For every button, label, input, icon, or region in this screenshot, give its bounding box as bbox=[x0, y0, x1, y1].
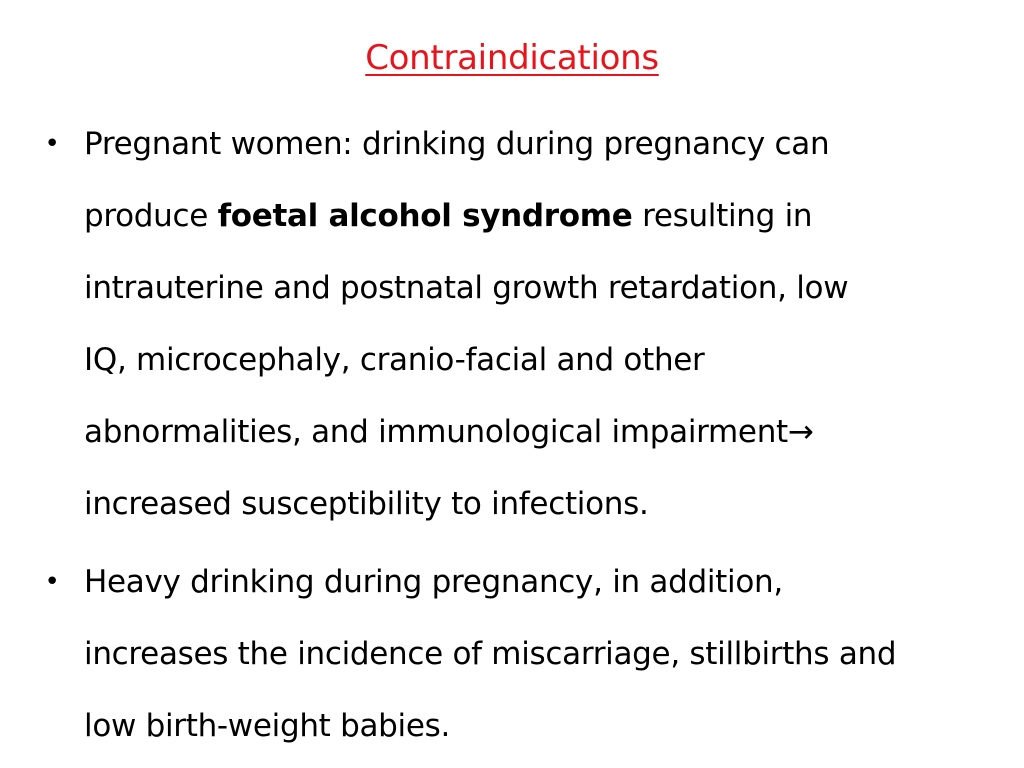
line-text: produce bbox=[84, 198, 218, 234]
line-text: resulting in bbox=[632, 198, 813, 234]
bullet-icon: • bbox=[44, 129, 60, 159]
bullet-line: increased susceptibility to infections. bbox=[84, 486, 649, 522]
bullet-item-pregnant-women bbox=[40, 108, 1000, 540]
bullet-list bbox=[40, 108, 1000, 762]
slide-title: Contraindications bbox=[365, 38, 659, 78]
bullet-line: Heavy drinking during pregnancy, in addition, bbox=[84, 564, 783, 600]
bullet-line: abnormalities, and immunological impairment→ bbox=[84, 414, 814, 450]
bullet-icon: • bbox=[44, 567, 60, 597]
emphasis-text: foetal alcohol syndrome bbox=[217, 198, 633, 234]
bullet-line: low birth-weight babies. bbox=[84, 708, 451, 744]
bullet-line bbox=[84, 180, 1000, 252]
bullet-line: IQ, microcephaly, cranio-facial and other bbox=[84, 342, 705, 378]
bullet-line: intrauterine and postnatal growth retardation, low bbox=[84, 270, 849, 306]
bullet-line: Pregnant women: drinking during pregnancy can bbox=[84, 126, 830, 162]
bullet-line: increases the incidence of miscarriage, stillbirths and bbox=[84, 636, 897, 672]
bullet-item-heavy-drinking bbox=[40, 546, 1000, 762]
